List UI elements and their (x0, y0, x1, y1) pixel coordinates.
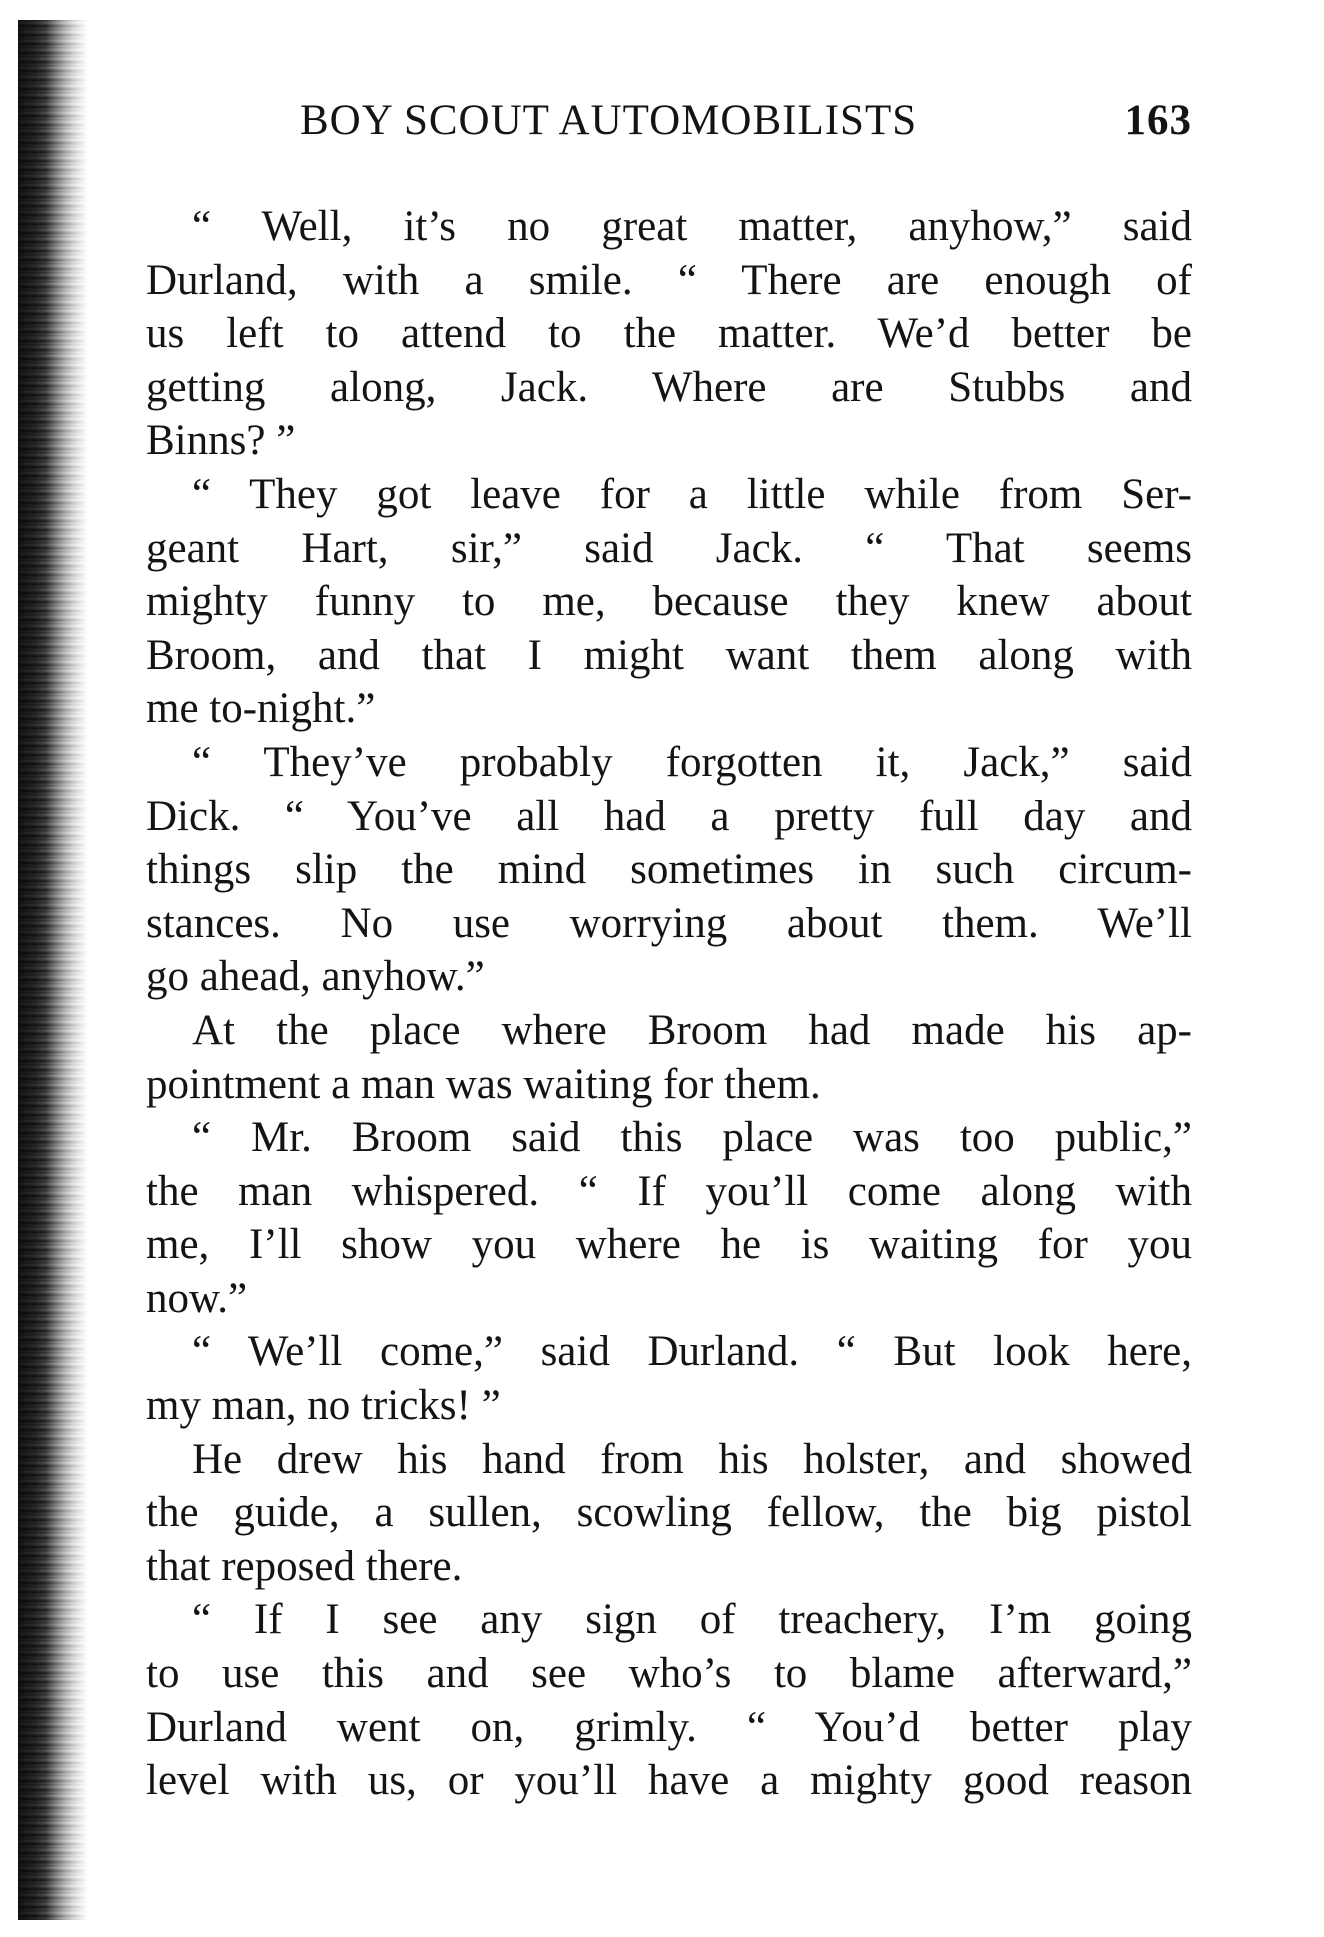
text-line: Durland went on, grimly. “ You’d better play (146, 1703, 1192, 1751)
text-line: the guide, a sullen, scowling fellow, the big pistol (146, 1489, 1192, 1537)
text-line: “ We’ll come,” said Durland. “ But look here, (192, 1328, 1192, 1376)
text-line: level with us, or you’ll have a mighty good reason (146, 1757, 1192, 1805)
text-line: “ Well, it’s no great matter, anyhow,” said (192, 203, 1192, 250)
text-line: mighty funny to me, because they knew about (146, 578, 1192, 626)
page-number: 163 (1124, 97, 1192, 144)
text-line: Durland, with a smile. “ There are enough of (146, 256, 1192, 304)
text-line: go ahead, anyhow.” (146, 953, 485, 1001)
text-line: getting along, Jack. Where are Stubbs and (146, 363, 1192, 411)
text-line: Dick. “ You’ve all had a pretty full day and (146, 792, 1192, 840)
text-line: us left to attend to the matter. We’d better be (146, 310, 1192, 358)
text-line: me, I’ll show you where he is waiting for you (146, 1221, 1192, 1269)
text-line: things slip the mind sometimes in such circum- (146, 846, 1192, 894)
running-head (146, 96, 1192, 156)
running-head-title: BOY SCOUT AUTOMOBILISTS (300, 97, 918, 144)
text-line: “ If I see any sign of treachery, I’m going (192, 1596, 1192, 1644)
text-line: At the place where Broom had made his ap- (192, 1006, 1192, 1054)
text-line: pointment a man was waiting for them. (146, 1060, 821, 1108)
text-line: He drew his hand from his holster, and showed (192, 1435, 1192, 1483)
text-line: “ They got leave for a little while from Ser- (192, 470, 1192, 518)
scanned-binding-edge (18, 20, 88, 1920)
text-line: “ They’ve probably forgotten it, Jack,” said (192, 738, 1192, 786)
text-line: geant Hart, sir,” said Jack. “ That seems (146, 524, 1192, 572)
text-line: stances. No use worrying about them. We’ll (146, 899, 1192, 947)
text-line: my man, no tricks! ” (146, 1382, 501, 1430)
text-line: Binns? ” (146, 417, 296, 465)
text-line: Broom, and that I might want them along with (146, 631, 1192, 679)
text-line: the man whispered. “ If you’ll come along with (146, 1167, 1192, 1215)
text-line: to use this and see who’s to blame afterward,” (146, 1650, 1192, 1698)
text-line: now.” (146, 1274, 248, 1322)
body-text (146, 200, 1192, 1808)
text-line: “ Mr. Broom said this place was too public,” (192, 1114, 1192, 1162)
text-line: me to-night.” (146, 685, 376, 733)
text-line: that reposed there. (146, 1542, 463, 1590)
